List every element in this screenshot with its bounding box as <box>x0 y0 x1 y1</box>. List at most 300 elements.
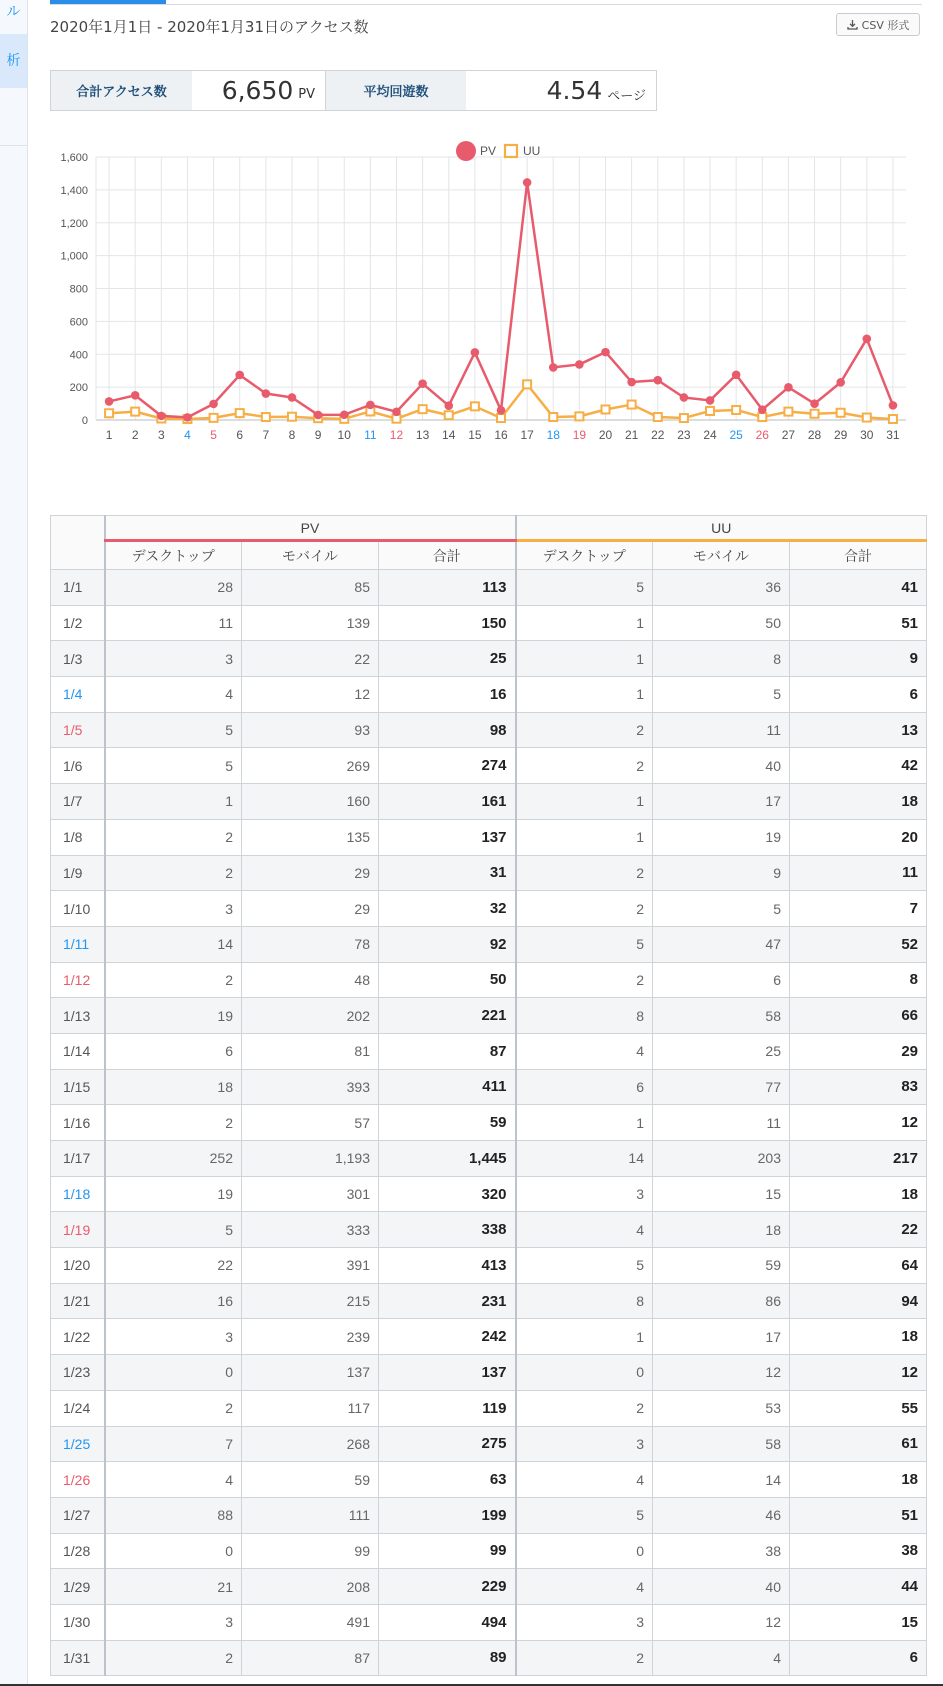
cell-uu-mobile: 12 <box>653 1355 790 1391</box>
x-tick-label: 18 <box>546 428 560 442</box>
avg-pages-number: 4.54 <box>546 76 603 105</box>
cell-pv-desktop: 22 <box>105 1248 242 1284</box>
table-row <box>51 1497 927 1533</box>
legend-pv-marker <box>456 141 476 161</box>
cell-pv-total: 16 <box>379 677 516 713</box>
cell-uu-desktop: 4 <box>516 1033 653 1069</box>
cell-uu-total: 44 <box>790 1569 927 1605</box>
cell-pv-total: 87 <box>379 1033 516 1069</box>
y-tick-label: 1,000 <box>60 250 88 263</box>
point-pv[interactable] <box>732 370 741 379</box>
cell-uu-mobile: 6 <box>653 962 790 998</box>
row-date: 1/14 <box>51 1033 105 1069</box>
cell-pv-total: 411 <box>379 1069 516 1105</box>
cell-pv-desktop: 16 <box>105 1283 242 1319</box>
tab-active-indicator[interactable] <box>50 0 166 4</box>
x-tick-label: 7 <box>262 428 270 442</box>
cell-pv-total: 275 <box>379 1426 516 1462</box>
cell-pv-mobile: 268 <box>242 1426 379 1462</box>
point-uu[interactable] <box>863 414 871 422</box>
point-pv[interactable] <box>575 360 584 369</box>
cell-pv-total: 161 <box>379 784 516 820</box>
cell-uu-total: 61 <box>790 1426 927 1462</box>
cell-uu-total: 20 <box>790 819 927 855</box>
cell-pv-desktop: 5 <box>105 748 242 784</box>
cell-uu-mobile: 5 <box>653 677 790 713</box>
x-tick-label: 11 <box>364 428 377 442</box>
table-row <box>51 570 927 606</box>
cell-pv-desktop: 28 <box>105 570 242 606</box>
y-tick-label: 400 <box>69 349 88 362</box>
cell-pv-total: 137 <box>379 1355 516 1391</box>
point-uu[interactable] <box>549 413 557 421</box>
x-tick-label: 31 <box>886 428 900 442</box>
x-tick-label: 23 <box>677 428 691 442</box>
x-tick-label: 28 <box>807 428 822 442</box>
row-date: 1/9 <box>51 855 105 891</box>
point-pv[interactable] <box>549 363 558 372</box>
point-uu[interactable] <box>445 411 453 419</box>
row-date: 1/21 <box>51 1283 105 1319</box>
row-date: 1/22 <box>51 1319 105 1355</box>
point-pv[interactable] <box>863 334 872 343</box>
cell-uu-desktop: 1 <box>516 641 653 677</box>
point-uu[interactable] <box>575 412 583 420</box>
point-pv[interactable] <box>810 399 819 408</box>
cell-uu-desktop: 2 <box>516 748 653 784</box>
x-tick-label: 22 <box>651 428 665 442</box>
point-pv[interactable] <box>601 348 610 357</box>
uu-mobile-header: モバイル <box>653 541 790 570</box>
cell-uu-mobile: 18 <box>653 1212 790 1248</box>
point-pv[interactable] <box>209 400 218 409</box>
x-tick-label: 12 <box>389 428 404 442</box>
table-row <box>51 1533 927 1569</box>
point-uu[interactable] <box>105 409 113 417</box>
cell-pv-total: 231 <box>379 1283 516 1319</box>
point-pv[interactable] <box>288 393 297 402</box>
cell-uu-total: 42 <box>790 748 927 784</box>
point-uu[interactable] <box>837 409 845 417</box>
point-pv[interactable] <box>105 397 114 406</box>
point-pv[interactable] <box>653 376 662 385</box>
point-pv[interactable] <box>444 401 453 410</box>
cell-pv-mobile: 301 <box>242 1176 379 1212</box>
point-pv[interactable] <box>262 389 271 398</box>
cell-uu-desktop: 5 <box>516 926 653 962</box>
row-date: 1/27 <box>51 1497 105 1533</box>
cell-uu-desktop: 4 <box>516 1462 653 1498</box>
point-pv[interactable] <box>706 396 715 405</box>
cell-pv-desktop: 19 <box>105 1176 242 1212</box>
row-date: 1/5 <box>51 712 105 748</box>
cell-uu-desktop: 14 <box>516 1141 653 1177</box>
table-row <box>51 712 927 748</box>
point-uu[interactable] <box>131 408 139 416</box>
cell-pv-mobile: 12 <box>242 677 379 713</box>
table-row <box>51 1640 927 1676</box>
x-tick-label: 24 <box>703 428 717 442</box>
cell-uu-total: 52 <box>790 926 927 962</box>
table-row <box>51 605 927 641</box>
sidebar <box>0 0 28 1686</box>
point-pv[interactable] <box>784 383 793 392</box>
cell-uu-desktop: 3 <box>516 1426 653 1462</box>
cell-uu-total: 18 <box>790 1176 927 1212</box>
point-uu[interactable] <box>602 405 610 413</box>
cell-pv-mobile: 202 <box>242 998 379 1034</box>
cell-uu-mobile: 77 <box>653 1069 790 1105</box>
cell-uu-mobile: 14 <box>653 1462 790 1498</box>
cell-pv-desktop: 6 <box>105 1033 242 1069</box>
chart-legend[interactable] <box>456 141 540 161</box>
avg-pages-unit: ページ <box>607 89 646 104</box>
table-row <box>51 855 927 891</box>
cell-uu-total: 11 <box>790 855 927 891</box>
cell-uu-mobile: 40 <box>653 1569 790 1605</box>
cell-uu-mobile: 59 <box>653 1248 790 1284</box>
cell-pv-mobile: 333 <box>242 1212 379 1248</box>
x-tick-label: 16 <box>494 428 508 442</box>
cell-uu-total: 6 <box>790 1640 927 1676</box>
table-row <box>51 1604 927 1640</box>
tab-bar <box>50 0 922 5</box>
cell-pv-total: 199 <box>379 1497 516 1533</box>
x-tick-label: 26 <box>755 428 769 442</box>
cell-uu-mobile: 8 <box>653 641 790 677</box>
point-pv[interactable] <box>471 348 480 357</box>
cell-pv-desktop: 1 <box>105 784 242 820</box>
table-row <box>51 1176 927 1212</box>
table-row <box>51 1212 927 1248</box>
point-pv[interactable] <box>680 393 689 402</box>
row-date: 1/10 <box>51 891 105 927</box>
point-uu[interactable] <box>889 415 897 423</box>
row-date: 1/2 <box>51 605 105 641</box>
y-tick-label: 200 <box>69 382 88 395</box>
cell-uu-desktop: 3 <box>516 1604 653 1640</box>
cell-uu-mobile: 5 <box>653 891 790 927</box>
table-row <box>51 748 927 784</box>
pv-desktop-header: デスクトップ <box>105 541 242 570</box>
sidebar-item-active[interactable]: 析 <box>0 34 27 88</box>
cell-uu-total: 22 <box>790 1212 927 1248</box>
table-row <box>51 1069 927 1105</box>
cell-uu-mobile: 203 <box>653 1141 790 1177</box>
table-row <box>51 962 927 998</box>
point-uu[interactable] <box>654 413 662 421</box>
point-pv[interactable] <box>131 391 140 400</box>
x-tick-label: 19 <box>572 428 587 442</box>
cell-pv-total: 221 <box>379 998 516 1034</box>
y-tick-label: 1,200 <box>60 217 88 230</box>
row-date: 1/4 <box>51 677 105 713</box>
point-uu[interactable] <box>523 380 531 388</box>
total-access-value <box>192 71 325 110</box>
y-tick-label: 1,400 <box>60 184 88 197</box>
cell-uu-total: 8 <box>790 962 927 998</box>
row-date: 1/23 <box>51 1355 105 1391</box>
sidebar-item-top[interactable]: ル <box>6 4 21 20</box>
point-uu[interactable] <box>811 410 819 418</box>
cell-pv-desktop: 4 <box>105 1462 242 1498</box>
cell-uu-total: 18 <box>790 784 927 820</box>
cell-pv-desktop: 11 <box>105 605 242 641</box>
cell-pv-desktop: 88 <box>105 1497 242 1533</box>
point-pv[interactable] <box>418 379 427 388</box>
cell-pv-total: 1,445 <box>379 1141 516 1177</box>
y-tick-label: 800 <box>69 283 88 296</box>
cell-pv-mobile: 29 <box>242 855 379 891</box>
access-line-chart <box>50 136 922 486</box>
cell-pv-mobile: 135 <box>242 819 379 855</box>
x-tick-label: 5 <box>210 428 217 442</box>
point-uu[interactable] <box>497 414 505 422</box>
cell-pv-total: 99 <box>379 1533 516 1569</box>
cell-pv-desktop: 21 <box>105 1569 242 1605</box>
x-tick-label: 27 <box>781 428 796 442</box>
cell-pv-mobile: 160 <box>242 784 379 820</box>
uu-total-header: 合計 <box>790 541 927 570</box>
cell-uu-total: 6 <box>790 677 927 713</box>
pv-mobile-header: モバイル <box>242 541 379 570</box>
cell-pv-mobile: 137 <box>242 1355 379 1391</box>
cell-uu-mobile: 12 <box>653 1604 790 1640</box>
point-pv[interactable] <box>340 410 349 419</box>
point-pv[interactable] <box>627 378 636 387</box>
x-tick-label: 20 <box>598 428 613 442</box>
cell-pv-total: 63 <box>379 1462 516 1498</box>
cell-pv-mobile: 57 <box>242 1105 379 1141</box>
cell-uu-total: 12 <box>790 1105 927 1141</box>
cell-uu-total: 18 <box>790 1462 927 1498</box>
cell-pv-desktop: 3 <box>105 641 242 677</box>
table-row <box>51 1141 927 1177</box>
row-date: 1/24 <box>51 1390 105 1426</box>
point-pv[interactable] <box>314 411 323 420</box>
x-tick-label: 1 <box>105 428 113 442</box>
cell-uu-desktop: 2 <box>516 962 653 998</box>
row-date: 1/1 <box>51 570 105 606</box>
cell-uu-desktop: 4 <box>516 1569 653 1605</box>
point-uu[interactable] <box>262 413 270 421</box>
cell-uu-mobile: 19 <box>653 819 790 855</box>
cell-uu-desktop: 5 <box>516 1497 653 1533</box>
cell-pv-desktop: 5 <box>105 712 242 748</box>
table-row <box>51 1426 927 1462</box>
y-tick-label: 600 <box>69 316 88 329</box>
cell-uu-desktop: 1 <box>516 784 653 820</box>
cell-pv-mobile: 269 <box>242 748 379 784</box>
cell-uu-total: 51 <box>790 1497 927 1533</box>
point-pv[interactable] <box>523 178 532 187</box>
row-date: 1/29 <box>51 1569 105 1605</box>
cell-pv-mobile: 208 <box>242 1569 379 1605</box>
x-tick-label: 25 <box>729 428 743 442</box>
row-date: 1/20 <box>51 1248 105 1284</box>
x-tick-label: 21 <box>624 428 639 442</box>
cell-pv-total: 242 <box>379 1319 516 1355</box>
cell-uu-desktop: 8 <box>516 998 653 1034</box>
date-header <box>51 516 105 570</box>
table-row <box>51 998 927 1034</box>
cell-uu-mobile: 36 <box>653 570 790 606</box>
cell-uu-mobile: 58 <box>653 1426 790 1462</box>
cell-uu-total: 29 <box>790 1033 927 1069</box>
cell-pv-mobile: 59 <box>242 1462 379 1498</box>
x-tick-label: 15 <box>468 428 482 442</box>
avg-pages-value <box>466 71 656 110</box>
avg-pages-label: 平均回遊数 <box>326 71 466 110</box>
cell-uu-desktop: 5 <box>516 570 653 606</box>
cell-pv-desktop: 3 <box>105 1604 242 1640</box>
table-row <box>51 1105 927 1141</box>
cell-pv-total: 31 <box>379 855 516 891</box>
cell-uu-desktop: 1 <box>516 1105 653 1141</box>
cell-pv-total: 274 <box>379 748 516 784</box>
cell-uu-total: 51 <box>790 605 927 641</box>
legend-uu-marker <box>505 145 517 157</box>
point-uu[interactable] <box>628 401 636 409</box>
cell-pv-mobile: 393 <box>242 1069 379 1105</box>
cell-uu-mobile: 40 <box>653 748 790 784</box>
table-row <box>51 677 927 713</box>
row-date: 1/15 <box>51 1069 105 1105</box>
cell-pv-mobile: 99 <box>242 1533 379 1569</box>
table-row <box>51 1319 927 1355</box>
row-date: 1/31 <box>51 1640 105 1676</box>
cell-pv-mobile: 85 <box>242 570 379 606</box>
cell-uu-total: 13 <box>790 712 927 748</box>
point-uu[interactable] <box>288 413 296 421</box>
cell-uu-desktop: 2 <box>516 712 653 748</box>
x-tick-label: 30 <box>860 428 874 442</box>
point-uu[interactable] <box>758 413 766 421</box>
legend-pv-label[interactable]: PV <box>480 144 497 158</box>
cell-pv-mobile: 22 <box>242 641 379 677</box>
cell-pv-total: 229 <box>379 1569 516 1605</box>
x-tick-label: 8 <box>288 428 296 442</box>
csv-export-button[interactable] <box>836 13 920 36</box>
point-pv[interactable] <box>758 405 767 414</box>
cell-pv-mobile: 87 <box>242 1640 379 1676</box>
csv-export-label: CSV 形式 <box>861 18 910 32</box>
cell-uu-total: 66 <box>790 998 927 1034</box>
point-uu[interactable] <box>210 414 218 422</box>
cell-uu-mobile: 47 <box>653 926 790 962</box>
point-uu[interactable] <box>419 405 427 413</box>
cell-pv-total: 137 <box>379 819 516 855</box>
point-pv[interactable] <box>183 413 192 422</box>
cell-pv-mobile: 1,193 <box>242 1141 379 1177</box>
cell-pv-total: 338 <box>379 1212 516 1248</box>
cell-uu-desktop: 1 <box>516 1319 653 1355</box>
pv-group-header: PV <box>105 516 516 541</box>
cell-pv-total: 89 <box>379 1640 516 1676</box>
y-tick-label: 1,600 <box>60 152 88 164</box>
cell-pv-total: 320 <box>379 1176 516 1212</box>
cell-pv-mobile: 78 <box>242 926 379 962</box>
cell-uu-total: 217 <box>790 1141 927 1177</box>
cell-uu-mobile: 11 <box>653 1105 790 1141</box>
point-uu[interactable] <box>706 407 714 415</box>
cell-pv-total: 59 <box>379 1105 516 1141</box>
y-tick-label: 0 <box>81 415 88 427</box>
point-pv[interactable] <box>366 401 375 410</box>
x-tick-label: 14 <box>442 428 456 442</box>
cell-uu-total: 83 <box>790 1069 927 1105</box>
row-date: 1/28 <box>51 1533 105 1569</box>
point-pv[interactable] <box>157 412 166 421</box>
cell-uu-desktop: 2 <box>516 1640 653 1676</box>
table-row <box>51 1355 927 1391</box>
point-uu[interactable] <box>784 408 792 416</box>
cell-uu-total: 18 <box>790 1319 927 1355</box>
cell-uu-mobile: 17 <box>653 784 790 820</box>
total-access-label: 合計アクセス数 <box>51 71 192 110</box>
cell-pv-mobile: 29 <box>242 891 379 927</box>
cell-uu-mobile: 25 <box>653 1033 790 1069</box>
cell-pv-total: 150 <box>379 605 516 641</box>
x-tick-label: 9 <box>314 428 322 442</box>
cell-uu-total: 55 <box>790 1390 927 1426</box>
cell-pv-desktop: 3 <box>105 891 242 927</box>
table-row <box>51 926 927 962</box>
row-date: 1/7 <box>51 784 105 820</box>
point-pv[interactable] <box>889 401 898 410</box>
sidebar-divider <box>0 145 27 146</box>
point-uu[interactable] <box>236 409 244 417</box>
table-row <box>51 1033 927 1069</box>
point-uu[interactable] <box>732 406 740 414</box>
row-date: 1/8 <box>51 819 105 855</box>
uu-group-header: UU <box>516 516 927 541</box>
cell-uu-total: 38 <box>790 1533 927 1569</box>
cell-pv-desktop: 14 <box>105 926 242 962</box>
x-tick-label: 29 <box>833 428 848 442</box>
total-access-number: 6,650 <box>221 76 294 105</box>
cell-uu-mobile: 53 <box>653 1390 790 1426</box>
point-pv[interactable] <box>235 371 244 380</box>
cell-uu-total: 7 <box>790 891 927 927</box>
cell-uu-desktop: 1 <box>516 677 653 713</box>
cell-pv-desktop: 0 <box>105 1533 242 1569</box>
row-date: 1/17 <box>51 1141 105 1177</box>
cell-pv-desktop: 2 <box>105 1390 242 1426</box>
period-title: 2020年1月1日 - 2020年1月31日のアクセス数 <box>50 18 369 36</box>
cell-uu-total: 94 <box>790 1283 927 1319</box>
point-pv[interactable] <box>392 407 401 416</box>
row-date: 1/19 <box>51 1212 105 1248</box>
x-tick-label: 6 <box>236 428 244 442</box>
cell-uu-mobile: 86 <box>653 1283 790 1319</box>
cell-uu-mobile: 15 <box>653 1176 790 1212</box>
row-date: 1/16 <box>51 1105 105 1141</box>
legend-uu-label[interactable]: UU <box>523 144 541 158</box>
point-uu[interactable] <box>471 402 479 410</box>
cell-pv-desktop: 19 <box>105 998 242 1034</box>
cell-uu-total: 64 <box>790 1248 927 1284</box>
point-uu[interactable] <box>680 414 688 422</box>
cell-uu-mobile: 50 <box>653 605 790 641</box>
point-pv[interactable] <box>497 406 506 415</box>
table-row <box>51 1390 927 1426</box>
point-pv[interactable] <box>836 378 845 387</box>
table-row <box>51 641 927 677</box>
cell-pv-total: 98 <box>379 712 516 748</box>
cell-uu-total: 41 <box>790 570 927 606</box>
cell-uu-desktop: 6 <box>516 1069 653 1105</box>
